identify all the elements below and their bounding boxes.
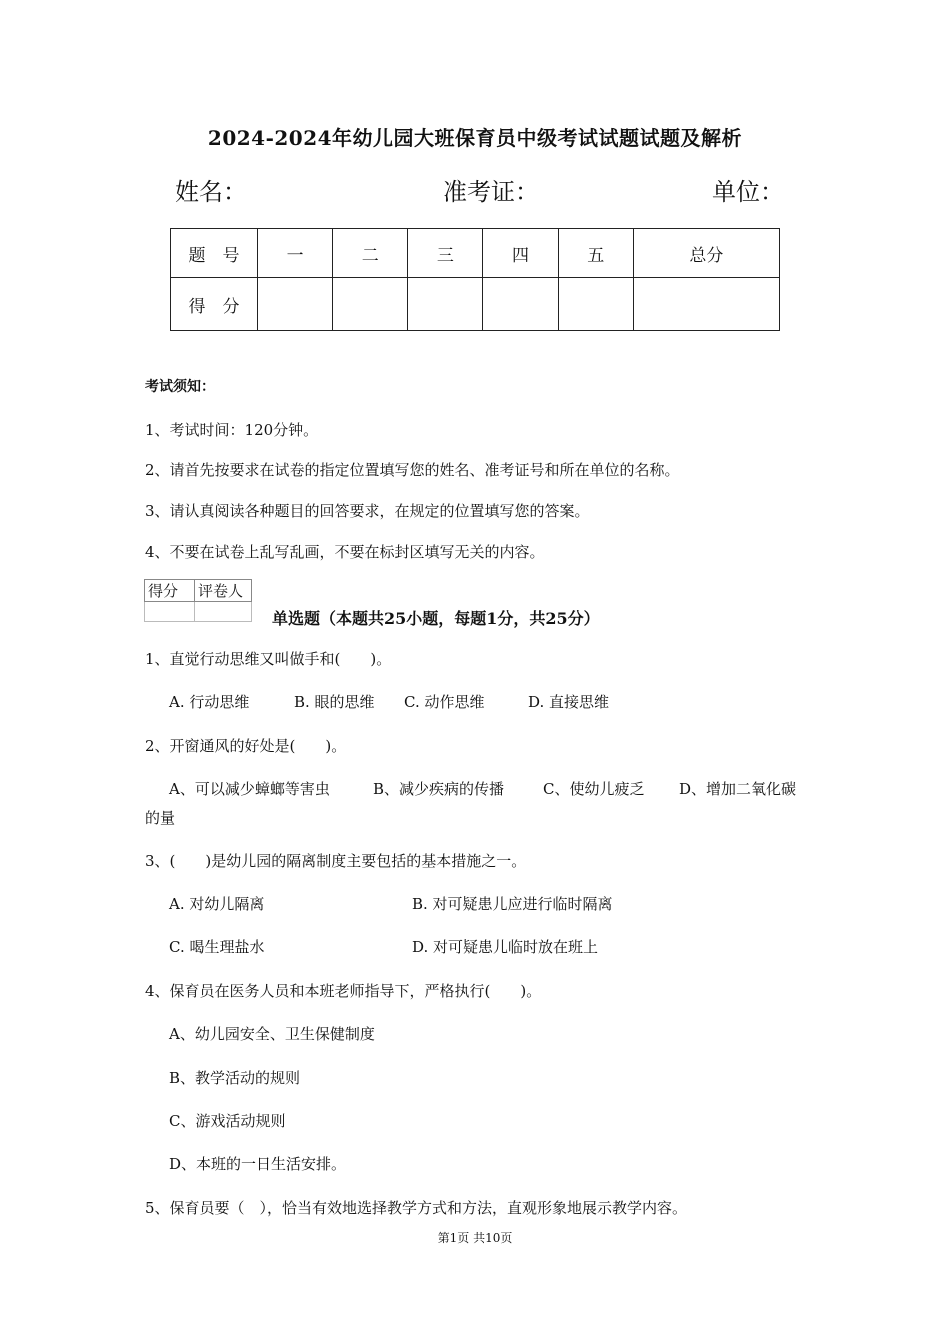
answer-option: A. 对幼儿隔离 xyxy=(169,895,265,913)
answer-option: B. 对可疑患儿应进行临时隔离 xyxy=(412,895,613,913)
score-input-cell[interactable] xyxy=(558,278,633,331)
grader-score-label: 得分 xyxy=(145,580,195,602)
unit-field-label: 单位： xyxy=(712,178,784,206)
score-table xyxy=(170,228,780,331)
grader-name-cell[interactable] xyxy=(195,602,252,622)
answer-option: C、游戏活动规则 xyxy=(169,1112,286,1130)
question-text: 4、保育员在医务人员和本班老师指导下，严格执行( )。 xyxy=(145,982,542,1000)
answer-option: C. 动作思维 xyxy=(404,693,485,711)
answer-option: A、可以减少蟑螂等害虫 xyxy=(169,780,330,798)
notice-heading: 考试须知： xyxy=(145,379,215,395)
answer-option: C、使幼儿疲乏 xyxy=(543,780,645,798)
notice-item: 1、考试时间：120分钟。 xyxy=(145,421,319,439)
answer-option: C. 喝生理盐水 xyxy=(169,938,265,956)
name-field-label: 姓名： xyxy=(175,178,247,206)
score-table-header-cell: 总分 xyxy=(633,229,779,278)
answer-option: D、增加二氧化碳 xyxy=(679,780,797,798)
notice-item: 3、请认真阅读各种题目的回答要求，在规定的位置填写您的答案。 xyxy=(145,502,590,520)
answer-option: D. 直接思维 xyxy=(528,693,610,711)
answer-option: D、本班的一日生活安排。 xyxy=(169,1155,347,1173)
answer-option: B. 眼的思维 xyxy=(294,693,375,711)
score-table-score-row xyxy=(171,278,780,331)
score-table-header-cell: 四 xyxy=(483,229,558,278)
grader-name-label: 评卷人 xyxy=(195,580,252,602)
question-text: 2、开窗通风的好处是( )。 xyxy=(145,737,347,755)
answer-option: A、幼儿园安全、卫生保健制度 xyxy=(169,1025,375,1043)
answer-option: B、教学活动的规则 xyxy=(169,1069,301,1087)
score-table-header-row xyxy=(171,229,780,278)
score-input-cell[interactable] xyxy=(333,278,408,331)
score-table-header-cell: 一 xyxy=(258,229,333,278)
answer-option-wrap: 的量 xyxy=(145,809,176,827)
page-title: 2024-2024年幼儿园大班保育员中级考试试题试题及解析 xyxy=(207,126,743,150)
grader-box xyxy=(144,579,252,622)
notice-item: 2、请首先按要求在试卷的指定位置填写您的姓名、准考证号和所在单位的名称。 xyxy=(145,461,680,479)
score-input-cell[interactable] xyxy=(408,278,483,331)
score-input-cell[interactable] xyxy=(633,278,779,331)
score-table-header-cell: 五 xyxy=(558,229,633,278)
score-input-cell[interactable] xyxy=(483,278,558,331)
question-text: 1、直觉行动思维又叫做手和( )。 xyxy=(145,650,392,668)
grader-score-cell[interactable] xyxy=(145,602,195,622)
section-title: 单选题（本题共25小题，每题1分，共25分） xyxy=(272,609,600,628)
notice-item: 4、不要在试卷上乱写乱画，不要在标封区填写无关的内容。 xyxy=(145,543,545,561)
score-input-cell[interactable] xyxy=(258,278,333,331)
score-row-label: 得 分 xyxy=(171,278,258,331)
exam-id-field-label: 准考证： xyxy=(443,178,539,206)
answer-option: B、减少疾病的传播 xyxy=(373,780,505,798)
page-footer: 第1页 共10页 xyxy=(437,1231,513,1245)
question-text: 3、( )是幼儿园的隔离制度主要包括的基本措施之一。 xyxy=(145,852,527,870)
score-table-header-cell: 二 xyxy=(333,229,408,278)
score-table-header-cell: 题 号 xyxy=(171,229,258,278)
answer-option: D. 对可疑患儿临时放在班上 xyxy=(412,938,599,956)
answer-option: A. 行动思维 xyxy=(169,693,250,711)
score-table-header-cell: 三 xyxy=(408,229,483,278)
question-text: 5、保育员要（ ），恰当有效地选择教学方式和方法，直观形象地展示教学内容。 xyxy=(145,1199,688,1217)
